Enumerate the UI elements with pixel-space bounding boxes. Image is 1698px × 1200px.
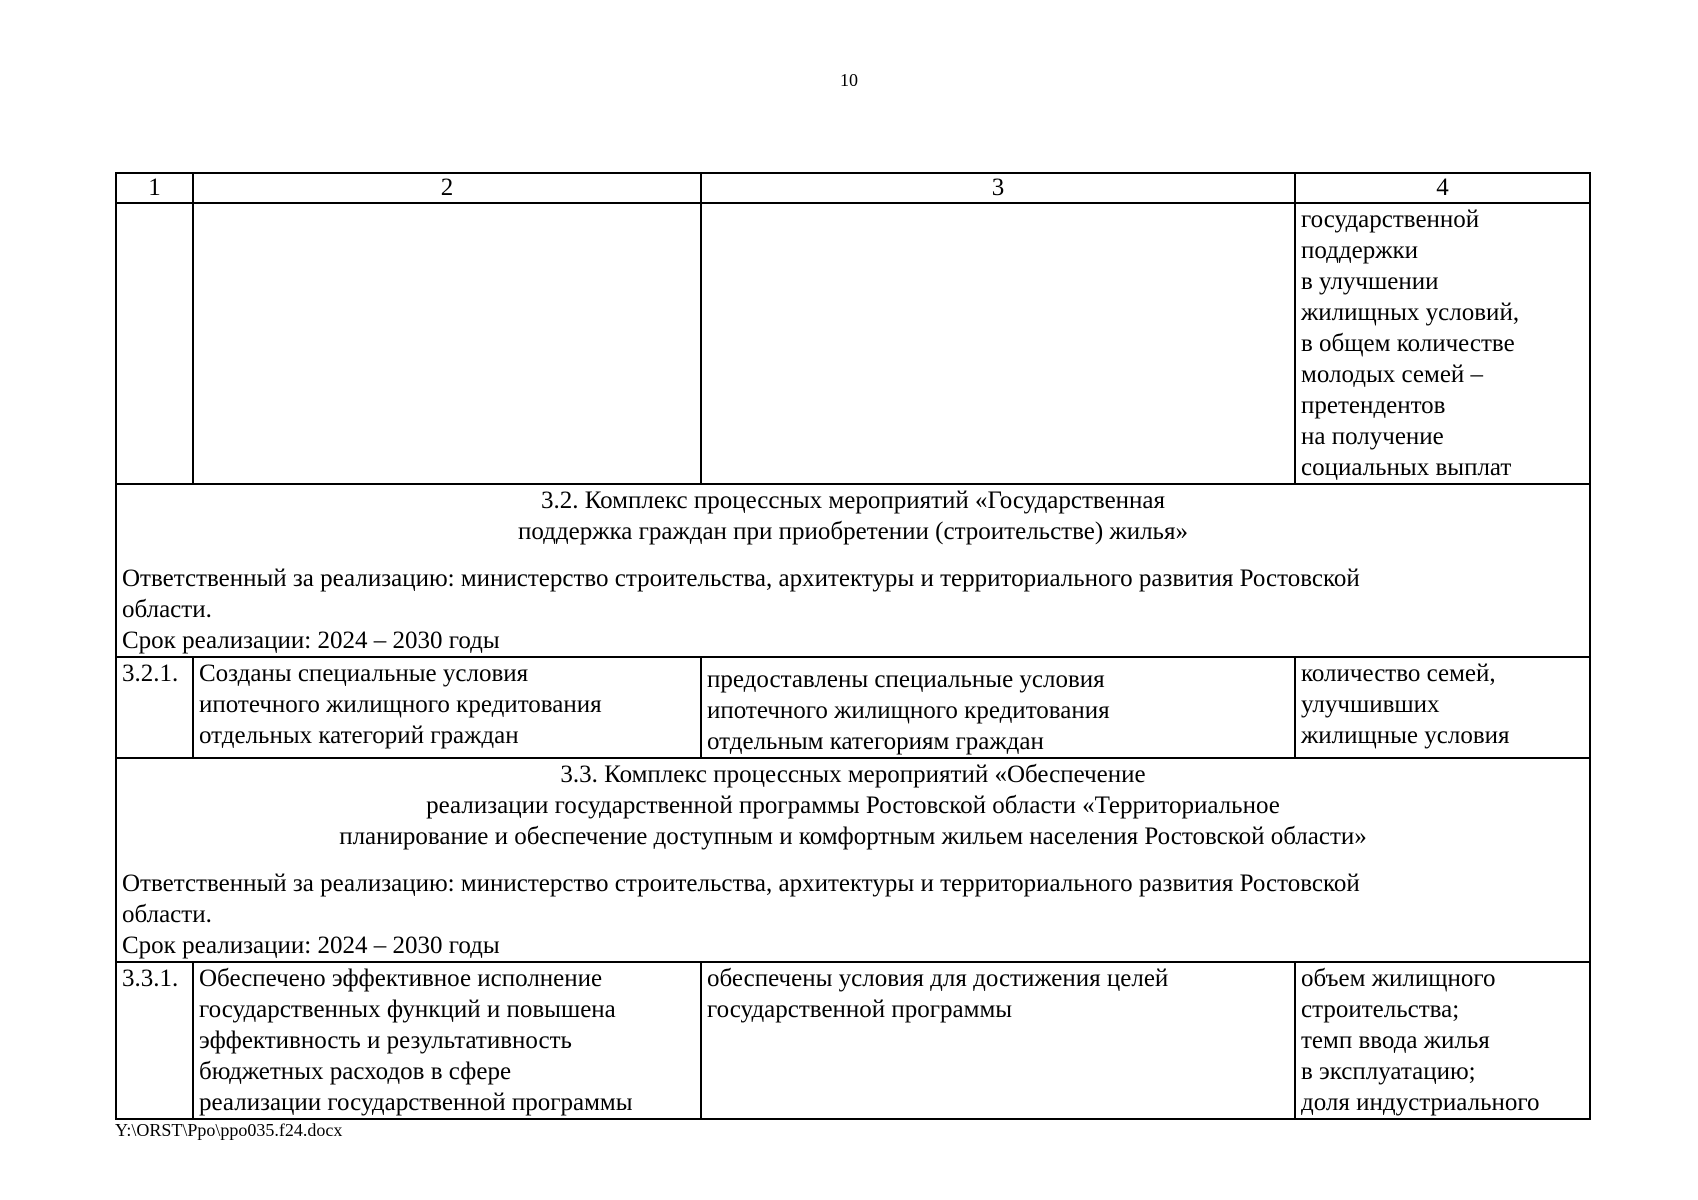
row-col3: обеспечены условия для достижения целей государственной программы (701, 962, 1295, 1119)
section-3-2-header (116, 484, 1590, 657)
responsible-line: области. (122, 901, 212, 928)
section-title-line: реализации государственной программы Ростовской области «Территориальное (426, 792, 1280, 819)
section-3-3-header (116, 758, 1590, 962)
table-row-3-2-1 (116, 657, 1590, 758)
table-row-3-3-1 (116, 962, 1590, 1119)
responsible-line: области. (122, 596, 212, 623)
header-row (116, 173, 1590, 203)
header-col-4: 4 (1295, 173, 1590, 203)
section-title-line: поддержка граждан при приобретении (строительстве) жилья» (518, 518, 1188, 545)
section-3-3-row (116, 758, 1590, 962)
term-line: Срок реализации: 2024 – 2030 годы (122, 627, 500, 654)
section-3-2-row (116, 484, 1590, 657)
program-table (115, 172, 1591, 1120)
header-col-3: 3 (701, 173, 1295, 203)
row-number: 3.3.1. (116, 962, 193, 1119)
row-col4: количество семей, улучшивших жилищные условия (1295, 657, 1590, 758)
row-number: 3.2.1. (116, 657, 193, 758)
footer-file-path: Y:\ORST\Ppo\ppo035.f24.docx (115, 1120, 343, 1140)
header-col-2: 2 (193, 173, 701, 203)
row-col4: объем жилищного строительства; темп ввода жилья в эксплуатацию; доля индустриального (1295, 962, 1590, 1119)
responsible-line: Ответственный за реализацию: министерство строительства, архитектуры и территориального развития Ростовской (122, 870, 1360, 897)
section-title-line: 3.3. Комплекс процессных мероприятий «Обеспечение (560, 761, 1146, 788)
section-title-line: планирование и обеспечение доступным и комфортным жильем населения Ростовской области» (339, 823, 1367, 850)
responsible-line: Ответственный за реализацию: министерство строительства, архитектуры и территориального развития Ростовской (122, 565, 1360, 592)
row-col3: предоставлены специальные условия ипотечного жилищного кредитования отдельным категориям граждан (701, 657, 1295, 758)
row-col2: Обеспечено эффективное исполнение государственных функций и повышена эффективность и результативность бюджетных расходов в сфере реализации государственной программы (193, 962, 701, 1119)
row-col2: Созданы специальные условия ипотечного жилищного кредитования отдельных категорий граждан (193, 657, 701, 758)
section-title-line: 3.2. Комплекс процессных мероприятий «Государственная (540, 487, 1166, 514)
header-col-1: 1 (116, 173, 193, 203)
continuation-row (116, 203, 1590, 484)
term-line: Срок реализации: 2024 – 2030 годы (122, 932, 500, 959)
page-number: 10 (840, 70, 858, 90)
continuation-col4: государственной поддержки в улучшении жилищных условий, в общем количестве молодых семей – претендентов на получение социальных выплат (1295, 203, 1590, 484)
